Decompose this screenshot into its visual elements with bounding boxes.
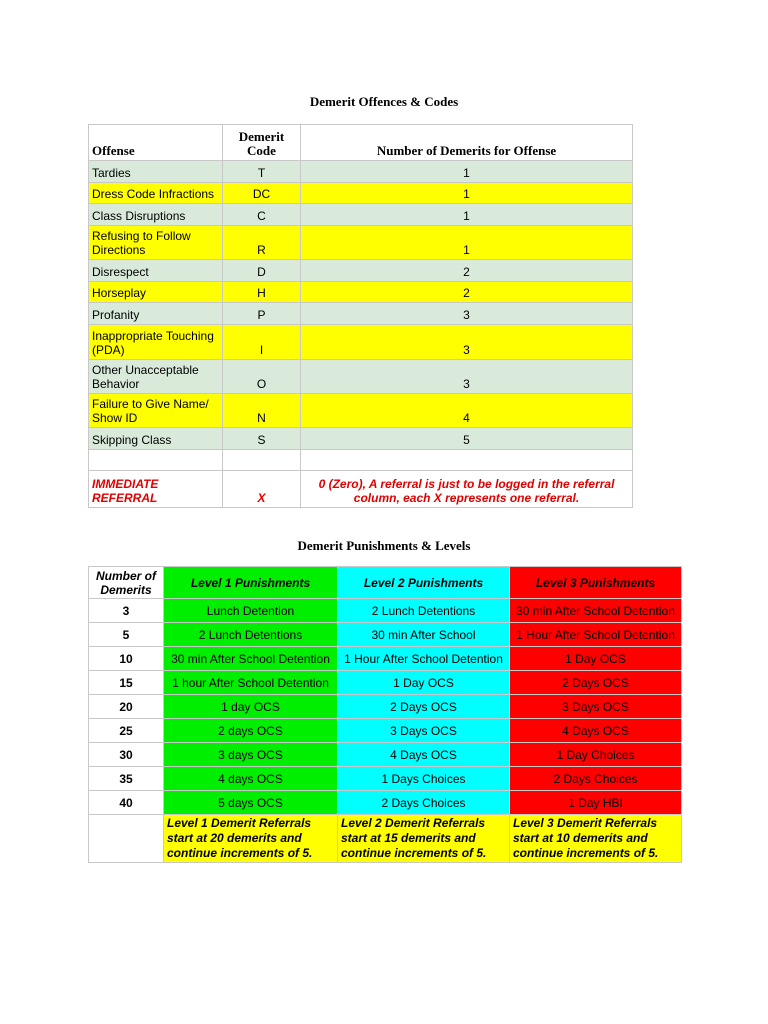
code-cell: O [223,360,301,394]
demerits-cell: 4 [301,394,633,428]
code-cell: S [223,428,301,450]
referral-label: IMMEDIATE REFERRAL [89,471,223,508]
table-row [89,623,682,647]
blank-row [89,450,633,471]
code-cell: N [223,394,301,428]
code-cell: R [223,226,301,260]
level-2-cell: 1 Hour After School Detention [338,647,510,671]
table-row [89,791,682,815]
offense-cell: Inappropriate Touching (PDA) [89,325,223,360]
demerit-count: 20 [89,695,164,719]
table-row [89,695,682,719]
blank-cell [89,450,223,471]
level-3-cell: 2 Days Choices [510,767,682,791]
header-level-2: Level 2 Punishments [338,567,510,599]
table-row [89,161,633,183]
offense-cell: Horseplay [89,282,223,303]
header-level-1: Level 1 Punishments [164,567,338,599]
code-cell: DC [223,183,301,204]
table-row [89,325,633,360]
table-row [89,599,682,623]
level-3-cell: 1 Day Choices [510,743,682,767]
level-3-cell: 3 Days OCS [510,695,682,719]
demerits-cell: 5 [301,428,633,450]
offense-cell: Skipping Class [89,428,223,450]
table-row [89,282,633,303]
table-row [89,303,633,325]
level-3-cell: 2 Days OCS [510,671,682,695]
table-row [89,226,633,260]
demerit-count: 3 [89,599,164,623]
demerit-count: 10 [89,647,164,671]
referral-description: 0 (Zero), A referral is just to be logged in the referral column, each X represents one referral. [301,471,633,508]
code-cell: C [223,204,301,226]
demerit-count: 35 [89,767,164,791]
level-1-cell: 30 min After School Detention [164,647,338,671]
offense-cell: Refusing to Follow Directions [89,226,223,260]
punishments-header-row [89,567,682,599]
referral-code: X [223,471,301,508]
table-row [89,183,633,204]
offense-cell: Profanity [89,303,223,325]
demerits-cell: 2 [301,260,633,282]
table-row [89,767,682,791]
demerit-count: 25 [89,719,164,743]
table-row [89,204,633,226]
level-1-cell: 1 hour After School Detention [164,671,338,695]
demerit-count: 5 [89,623,164,647]
referral-row [89,471,633,508]
demerits-cell: 1 [301,183,633,204]
level-1-cell: 1 day OCS [164,695,338,719]
table-row [89,360,633,394]
level-2-note: Level 2 Demerit Referrals start at 15 demerits and continue increments of 5. [338,815,510,863]
code-cell: I [223,325,301,360]
demerits-cell: 3 [301,325,633,360]
offences-header-row [89,125,633,161]
level-1-note: Level 1 Demerit Referrals start at 20 demerits and continue increments of 5. [164,815,338,863]
offense-cell: Dress Code Infractions [89,183,223,204]
table-row [89,394,633,428]
header-number-of-demerits: Number of Demerits [89,567,164,599]
demerit-count: 15 [89,671,164,695]
level-1-cell: 2 Lunch Detentions [164,623,338,647]
blank-cell [223,450,301,471]
level-2-cell: 2 Days Choices [338,791,510,815]
level-1-cell: 5 days OCS [164,791,338,815]
header-level-3: Level 3 Punishments [510,567,682,599]
demerits-cell: 1 [301,161,633,183]
code-cell: P [223,303,301,325]
level-3-cell: 1 Day HBI [510,791,682,815]
level-3-cell: 1 Day OCS [510,647,682,671]
level-2-cell: 2 Days OCS [338,695,510,719]
level-3-note: Level 3 Demerit Referrals start at 10 demerits and continue increments of 5. [510,815,682,863]
table-row [89,260,633,282]
header-demerit-code: Demerit Code [223,125,301,161]
header-number-of-demerits: Number of Demerits for Offense [301,125,633,161]
table-row [89,671,682,695]
offences-title: Demerit Offences & Codes [309,94,459,109]
level-1-cell: Lunch Detention [164,599,338,623]
table-row [89,428,633,450]
header-offense: Offense [89,125,223,161]
level-1-cell: 4 days OCS [164,767,338,791]
level-2-cell: 1 Day OCS [338,671,510,695]
blank-cell [301,450,633,471]
demerit-count: 40 [89,791,164,815]
demerits-cell: 3 [301,360,633,394]
level-2-cell: 30 min After School [338,623,510,647]
level-2-cell: 4 Days OCS [338,743,510,767]
offense-cell: Other Unacceptable Behavior [89,360,223,394]
punishments-title: Demerit Punishments & Levels [297,538,471,553]
offences-table [88,124,633,508]
demerit-count: 30 [89,743,164,767]
level-2-cell: 1 Days Choices [338,767,510,791]
blank-cell [89,815,164,863]
demerits-cell: 2 [301,282,633,303]
offense-cell: Tardies [89,161,223,183]
code-cell: D [223,260,301,282]
offense-cell: Class Disruptions [89,204,223,226]
offense-cell: Failure to Give Name/ Show ID [89,394,223,428]
table-row [89,743,682,767]
referral-notes-row [89,815,682,863]
table-row [89,647,682,671]
offense-cell: Disrespect [89,260,223,282]
level-2-cell: 3 Days OCS [338,719,510,743]
level-3-cell: 1 Hour After School Detention [510,623,682,647]
punishments-table [88,566,682,863]
code-cell: H [223,282,301,303]
level-3-cell: 4 Days OCS [510,719,682,743]
demerits-cell: 3 [301,303,633,325]
table-row [89,719,682,743]
demerits-cell: 1 [301,204,633,226]
level-1-cell: 3 days OCS [164,743,338,767]
demerits-cell: 1 [301,226,633,260]
code-cell: T [223,161,301,183]
level-3-cell: 30 min After School Detention [510,599,682,623]
level-1-cell: 2 days OCS [164,719,338,743]
level-2-cell: 2 Lunch Detentions [338,599,510,623]
